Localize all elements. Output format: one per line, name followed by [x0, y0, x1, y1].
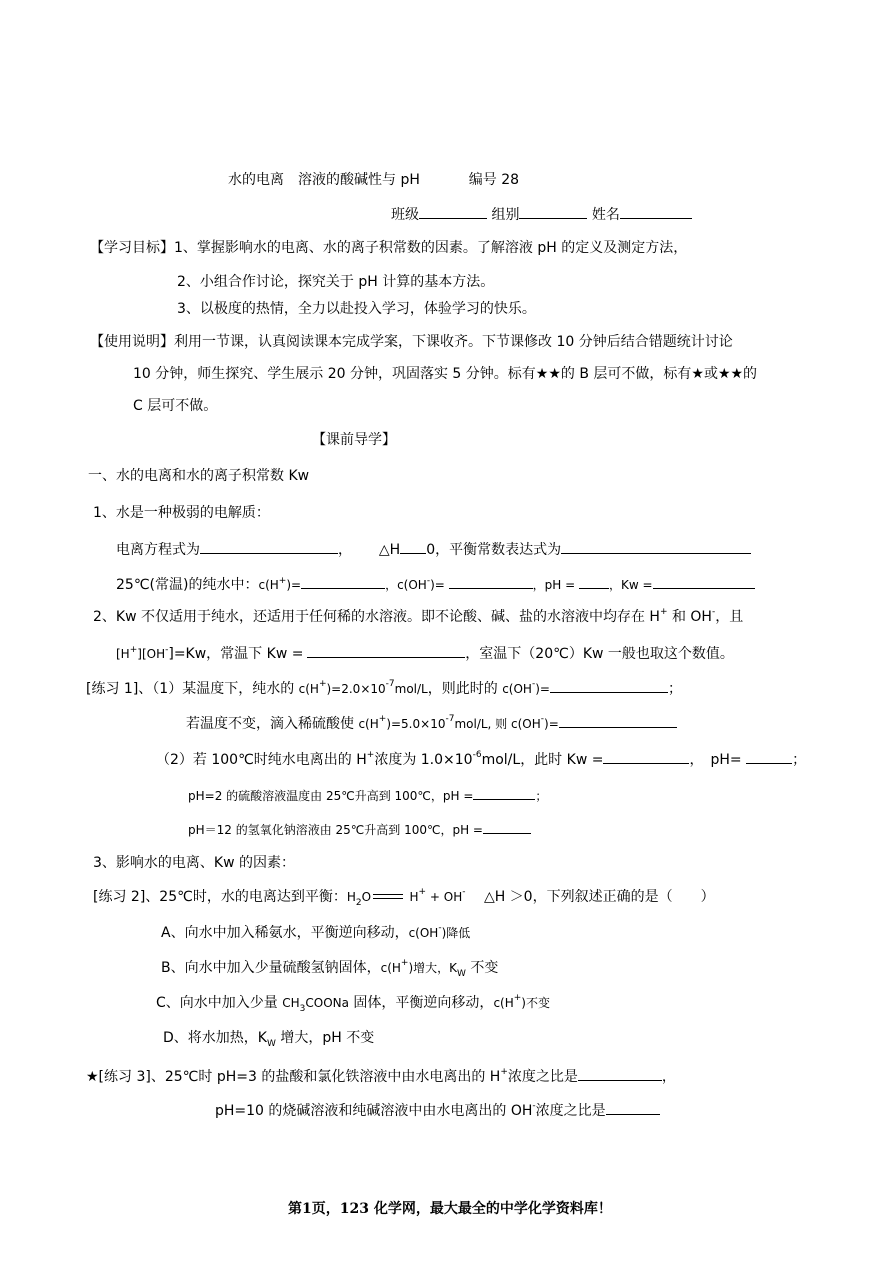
q4-ph-field[interactable]: [483, 819, 531, 834]
dh-field[interactable]: [400, 539, 426, 554]
k-expression-field[interactable]: [561, 539, 751, 554]
practice1-q1: [练习 1]、（1）某温度下，纯水的 $c(H^+)=2.0\times 10^{-7}mol/L$，则此时的 c(OH-)= ；: [86, 679, 682, 697]
pure-water-line: 25℃(常温)的纯水中：c(H+)= ，c(OH-)= ，pH = ，Kw =: [116, 574, 755, 594]
goals-line-1: 【学习目标】1、掌握影响水的电离、水的离子积常数的因素。了解溶液 pH 的定义及测定方法，: [90, 240, 688, 256]
option-c[interactable]: C、向水中加入少量 $CH_3COONa$ 固体，平衡逆向移动，c(H+)不变: [156, 993, 550, 1014]
ph-field[interactable]: [579, 574, 609, 589]
class-field[interactable]: [419, 204, 487, 219]
group-field[interactable]: [519, 204, 587, 219]
practice3-ratio-1-field[interactable]: [578, 1066, 662, 1081]
usage-line-2: 10 分钟，师生探究、学生展示 20 分钟，巩固落实 5 分钟。标有★★的 B 层可不做，标有★或★★的: [133, 366, 758, 382]
equation-line: 电离方程式为 ， △H 0，平衡常数表达式为: [116, 539, 751, 559]
section1-heading: 一、水的电离和水的离子积常数 Kw: [88, 468, 310, 484]
usage-line-1: 【使用说明】利用一节课，认真阅读课本完成学案，下课收齐。下节课修改 10 分钟后结合错题统计讨论: [90, 334, 733, 350]
goals-tag: 【学习目标】: [90, 240, 174, 256]
practice3-tag: ★[练习 3]、: [86, 1069, 165, 1085]
option-b[interactable]: B、向水中加入少量硫酸氢钠固体，c(H+)增大，$K_W$ 不变: [161, 958, 499, 979]
cOH-field[interactable]: [449, 574, 533, 589]
section3-heading: 3、影响水的电离、Kw 的因素：: [93, 855, 295, 871]
practice1-q3: pH=2 的硫酸溶液温度由 25℃升高到 100℃，pH = ；: [188, 785, 547, 805]
q1b-cOH-field[interactable]: [559, 713, 677, 728]
section1-p2: 2、Kw 不仅适用于纯水，还适用于任何稀的水溶液。即不论酸、碱、盐的水溶液中均存在 H+ 和 OH-，且: [93, 607, 744, 625]
usage-tag: 【使用说明】: [90, 334, 174, 350]
option-d[interactable]: D、将水加热，$K_W$ 增大，pH 不变: [163, 1030, 375, 1049]
practice3-ratio-2-field[interactable]: [606, 1100, 660, 1115]
name-field[interactable]: [620, 204, 692, 219]
section1-p1: 1、水是一种极弱的电解质：: [93, 505, 270, 521]
goals-line-2: 2、小组合作讨论，探究关于 pH 计算的基本方法。: [177, 274, 495, 290]
cH-field[interactable]: [301, 574, 385, 589]
practice1-q2: （2）若 100℃时纯水电离出的 H+浓度为 $1.0\times 10^{-6}mol/L$，此时 Kw = ， pH= ；: [156, 750, 807, 768]
preview-title: 【课前导学】: [312, 432, 396, 448]
practice1-q1b: 若温度不变，滴入稀硫酸使 $c(H^+)=5.0\times 10^{-7}mol/L$, 则 c(OH-)=: [186, 713, 677, 733]
q1-cOH-field[interactable]: [550, 678, 668, 693]
kw-normal-field[interactable]: [307, 643, 465, 658]
practice1-tag: [练习 1]、: [86, 681, 153, 697]
student-info: 班级 组别 姓名: [391, 204, 692, 224]
practice1-q4: pH＝12 的氢氧化钠溶液由 25℃升高到 100℃，pH =: [188, 819, 531, 839]
q2-ph-field[interactable]: [746, 749, 792, 764]
practice2-tag: [练习 2]、: [93, 889, 160, 905]
number-value: 28: [501, 172, 520, 188]
usage-line-3: C 层可不做。: [133, 398, 218, 414]
q3-ph-field[interactable]: [473, 785, 535, 800]
practice3-line2: pH=10 的烧碱溶液和纯碱溶液中由水电离出的 OH-浓度之比是: [215, 1100, 660, 1120]
equilibrium-arrow-icon: [371, 892, 405, 902]
q2-kw-field[interactable]: [603, 749, 689, 764]
goals-line-3: 3、以极度的热情，全力以赴投入学习，体验学习的快乐。: [177, 301, 536, 317]
kw-field[interactable]: [653, 574, 755, 589]
number-label: 编号: [468, 172, 497, 188]
option-a[interactable]: A、向水中加入稀氨水，平衡逆向移动，c(OH-)降低: [161, 923, 471, 941]
page-footer: 第1页，123 化学网，最大最全的中学化学资料库！: [288, 1201, 612, 1217]
page-title: 水的电离 溶液的酸碱性与 pH 编号 28: [228, 172, 520, 188]
practice2-stem: [练习 2]、25℃时，水的电离达到平衡：$H_2O$ H+ + OH- △H ＞0，下列叙述正确的是（ ）: [93, 887, 715, 908]
practice3-line1: ★[练习 3]、25℃时 pH=3 的盐酸和氯化铁溶液中由水电离出的 H+浓度之比是 ，: [86, 1067, 676, 1085]
equation-field[interactable]: [200, 539, 338, 554]
section1-p2-line2: [H+][OH-]=Kw，常温下 Kw = ，室温下（20℃）Kw 一般也取这个数值。: [116, 645, 734, 662]
